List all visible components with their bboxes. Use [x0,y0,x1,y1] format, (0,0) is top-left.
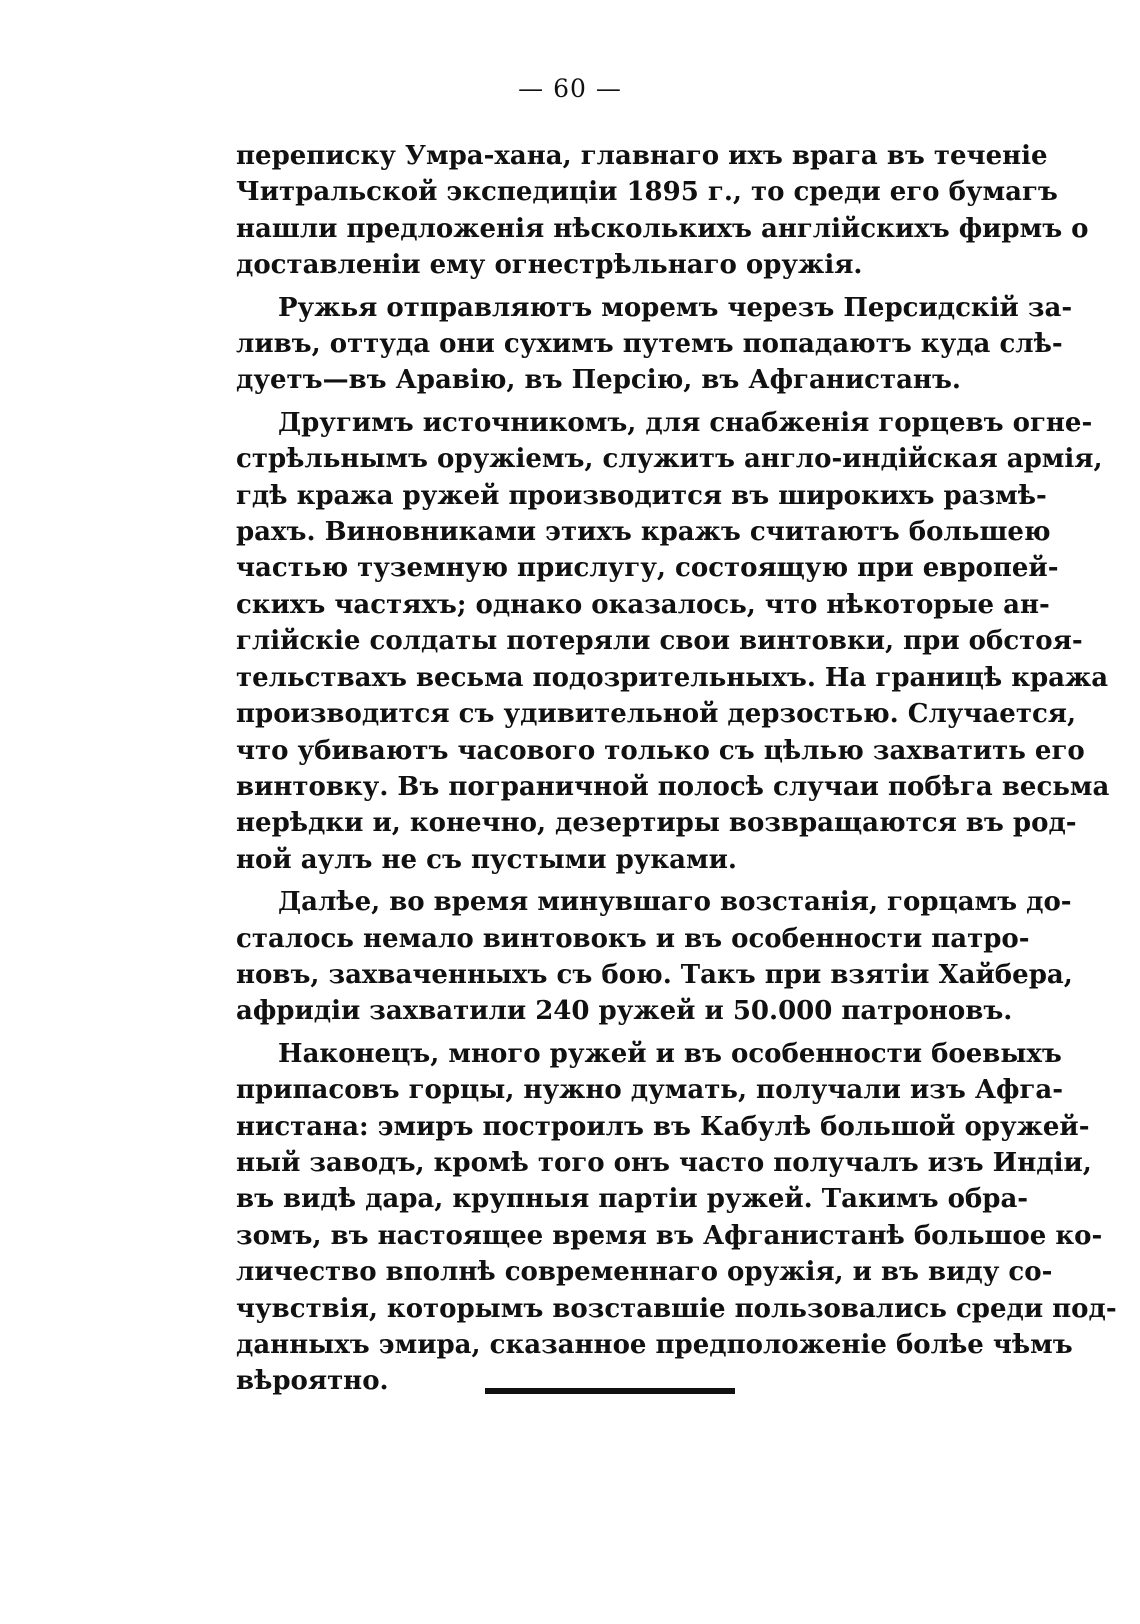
paragraph [236,405,1110,878]
text-line: глійскіе солдаты потеряли свои винтовки, при обстоя- [236,626,1083,657]
text-line: дуетъ—въ Аравію, въ Персію, въ Афганистанъ. [236,365,961,396]
text-line: рахъ. Виновниками этихъ кражъ считаютъ большею [236,517,1051,548]
text-line: чувствія, которымъ возставшіе пользовались среди под- [236,1293,1117,1324]
text-line: скихъ частяхъ; однако оказалось, что нѣкоторые ан- [236,589,1050,620]
text-line: новъ, захваченныхъ съ бою. Такъ при взятіи Хайбера, [236,959,1073,990]
text-line: Наконецъ, много ружей и въ особенности боевыхъ [278,1038,1062,1069]
text-line: производится съ удивительной дерзостью. Случается, [236,699,1077,730]
text-line: стрѣльнымъ оружіемъ, служитъ англо-индійская армія, [236,444,1103,475]
text-line: нистана: эмиръ построилъ въ Кабулѣ большой оружей- [236,1111,1090,1142]
text-line: нашли предложенія нѣсколькихъ англійскихъ фирмъ о [236,213,1089,244]
text-line: Читральской экспедиціи 1895 г., то среди его бумагъ [236,177,1058,208]
text-line: доставленіи ему огнестрѣльнаго оружія. [236,250,863,281]
text-line: зомъ, въ настоящее время въ Афганистанѣ большое ко- [236,1220,1103,1251]
text-line: Другимъ источникомъ, для снабженія горцевъ огне- [278,407,1093,438]
text-line: Ружья отправляютъ моремъ черезъ Персидскій за- [278,292,1073,323]
text-line: тельствахъ весьма подозрительныхъ. На границѣ кража [236,662,1109,693]
page-number: — 60 — [518,74,622,103]
text-line: вѣроятно. [236,1366,389,1397]
text-line: нерѣдки и, конечно, дезертиры возвращаются въ род- [236,808,1077,839]
text-line: сталось немало винтовокъ и въ особенности патро- [236,923,1030,954]
text-line: ливъ, оттуда они сухимъ путемъ попадаютъ куда слѣ- [236,329,1063,360]
text-line: ной аулъ не съ пустыми руками. [236,844,737,875]
text-line: переписку Умра-хана, главнаго ихъ врага въ теченіе [236,141,1048,171]
text-line: ный заводъ, кромѣ того онъ часто получалъ изъ Индіи, [236,1147,1092,1178]
end-divider-rule [485,1388,735,1394]
text-line: припасовъ горцы, нужно думать, получали изъ Афга- [236,1075,1064,1106]
text-line: Далѣе, во время минувшаго возстанія, горцамъ до- [278,887,1072,918]
text-line: афридіи захватили 240 ружей и 50.000 патроновъ. [236,996,1013,1027]
text-line: частью туземную прислугу, состоящую при европей- [236,553,1059,584]
text-body [236,138,1117,1406]
paragraph [236,290,1073,399]
text-line: что убиваютъ часового только съ цѣлью захватить его [236,735,1085,766]
text-line: гдѣ кража ружей производится въ широкихъ размѣ- [236,480,1047,511]
paragraph [236,138,1089,284]
text-line: винтовку. Въ пограничной полосѣ случаи побѣга весьма [236,771,1110,802]
paragraph [236,884,1073,1030]
text-line: личество вполнѣ современнаго оружія, и въ виду со- [236,1257,1053,1288]
paragraph [236,1036,1117,1400]
text-line: въ видѣ дара, крупныя партіи ружей. Такимъ обра- [236,1184,1029,1215]
text-line: данныхъ эмира, сказанное предположеніе болѣе чѣмъ [236,1330,1073,1360]
